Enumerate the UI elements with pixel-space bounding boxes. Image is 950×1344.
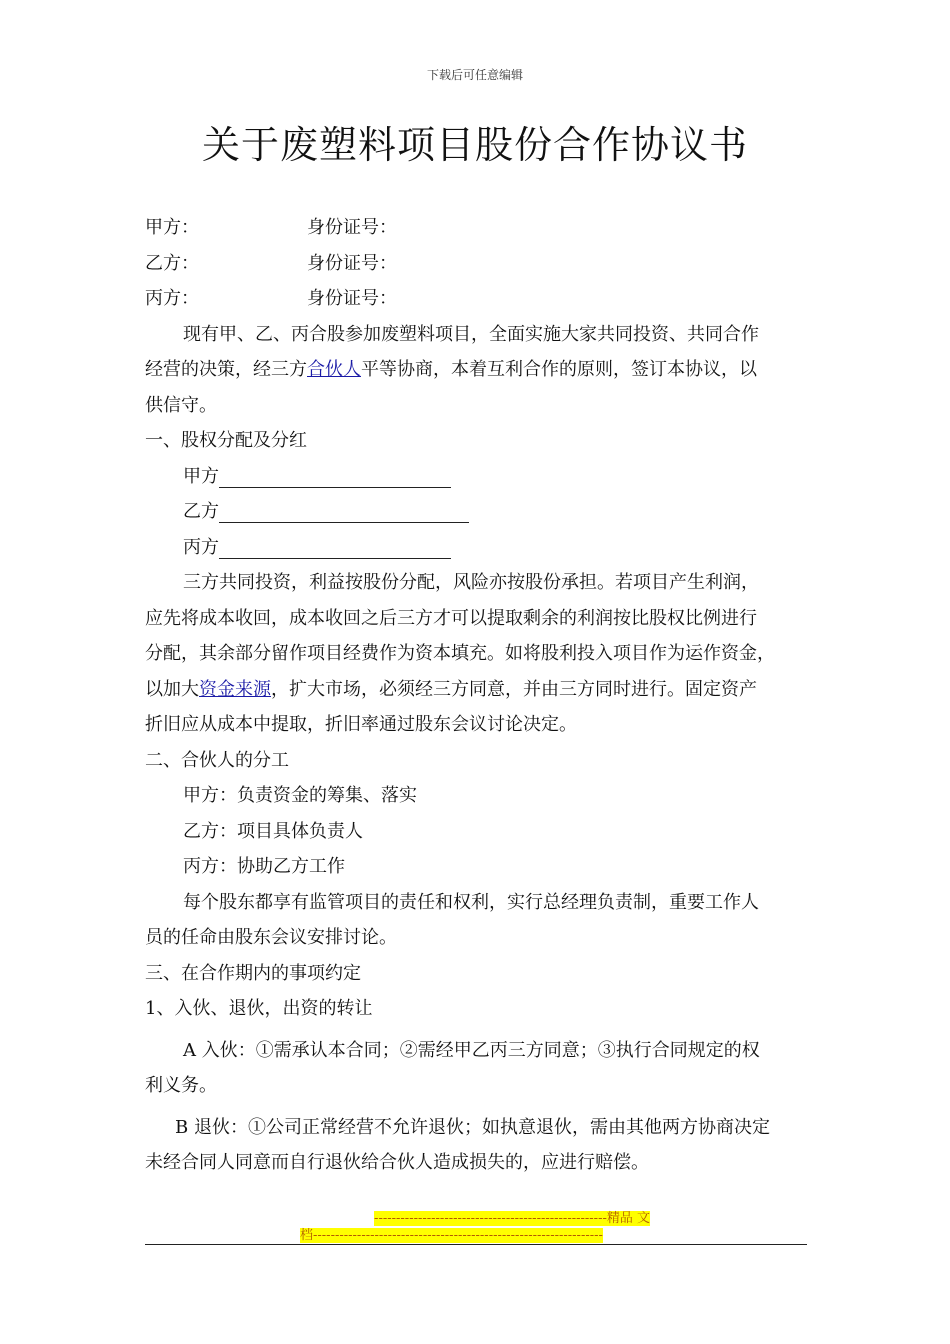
paragraph-text: ，扩大市场，必须经三方同意，并由三方同时进行。固定资产 <box>271 678 757 700</box>
party-row-c <box>145 281 807 317</box>
footer-text: -----------------------------------------------------精品 文 <box>374 1211 650 1226</box>
share-label: 乙方 <box>183 501 219 522</box>
party-label: 乙方： <box>145 252 199 274</box>
section-heading: 一、股权分配及分红 <box>145 430 307 451</box>
share-label: 甲方 <box>183 465 219 487</box>
party-label: 甲方： <box>145 217 199 238</box>
share-blank <box>219 536 451 559</box>
intro-line <box>145 352 807 388</box>
section-heading: 三、在合作期内的事项约定 <box>145 962 361 984</box>
share-line-a <box>145 459 807 495</box>
party-label: 丙方： <box>145 288 199 309</box>
footer-rule <box>145 1244 807 1245</box>
duty-line: 乙方：项目具体负责人 <box>183 820 363 842</box>
document-title: 关于废塑料项目股份合作协议书 <box>201 123 748 167</box>
section-heading: 二、合伙人的分工 <box>145 749 289 771</box>
duty-line: 丙方：协助乙方工作 <box>183 856 345 877</box>
share-blank <box>219 500 469 523</box>
footer-text: 档------------------------------------------------------------------ <box>300 1228 603 1243</box>
id-label: 身份证号： <box>307 252 397 274</box>
paragraph-line: 折旧应从成本中提取，折旧率通过股东会议讨论决定。 <box>145 714 577 735</box>
intro-text: 平等协商，本着互利合作的原则，签订本协议，以 <box>361 359 757 380</box>
funding-source-link[interactable]: 资金来源 <box>199 678 271 700</box>
subsection-heading: 1、入伙、退伙，出资的转让 <box>145 998 373 1019</box>
paragraph-line <box>145 672 807 708</box>
intro-text: 经营的决策，经三方 <box>145 359 307 380</box>
footer-watermark <box>300 1210 650 1244</box>
clause-line: B 退伙：①公司正常经营不允许退伙；如执意退伙，需由其他两方协商决定 <box>175 1116 770 1138</box>
intro-line: 供信守。 <box>145 394 217 416</box>
clause-line: 利义务。 <box>145 1075 217 1096</box>
duty-line: 甲方：负责资金的筹集、落实 <box>183 785 417 806</box>
paragraph-line: 三方共同投资，利益按股份分配，风险亦按股份承担。若项目产生利润， <box>183 572 759 593</box>
share-line-c <box>145 530 807 566</box>
clause-line: A 入伙：①需承认本合同；②需经甲乙丙三方同意；③执行合同规定的权 <box>183 1039 760 1061</box>
share-line-b <box>145 494 807 530</box>
intro-line: 现有甲、乙、丙合股参加废塑料项目，全面实施大家共同投资、共同合作 <box>183 323 759 345</box>
paragraph-line: 每个股东都享有监管项目的责任和权利，实行总经理负责制，重要工作人 <box>183 891 759 913</box>
paragraph-line: 员的任命由股东会议安排讨论。 <box>145 927 397 948</box>
paragraph-text: 以加大 <box>145 678 199 700</box>
share-label: 丙方 <box>183 536 219 558</box>
clause-line: 未经合同人同意而自行退伙给合伙人造成损失的，应进行赔偿。 <box>145 1152 649 1173</box>
paragraph-line: 应先将成本收回，成本收回之后三方才可以提取剩余的利润按比股权比例进行 <box>145 607 757 629</box>
partner-link[interactable]: 合伙人 <box>307 359 361 380</box>
share-blank <box>219 465 451 488</box>
id-label: 身份证号： <box>307 288 397 309</box>
party-row-b <box>145 246 807 282</box>
document-body <box>145 210 807 1181</box>
id-label: 身份证号： <box>307 217 397 238</box>
paragraph-line: 分配，其余部分留作项目经费作为资本填充。如将股利投入项目作为运作资金， <box>145 643 775 664</box>
header-note: 下载后可任意编辑 <box>426 68 523 82</box>
party-row-a <box>145 210 807 246</box>
